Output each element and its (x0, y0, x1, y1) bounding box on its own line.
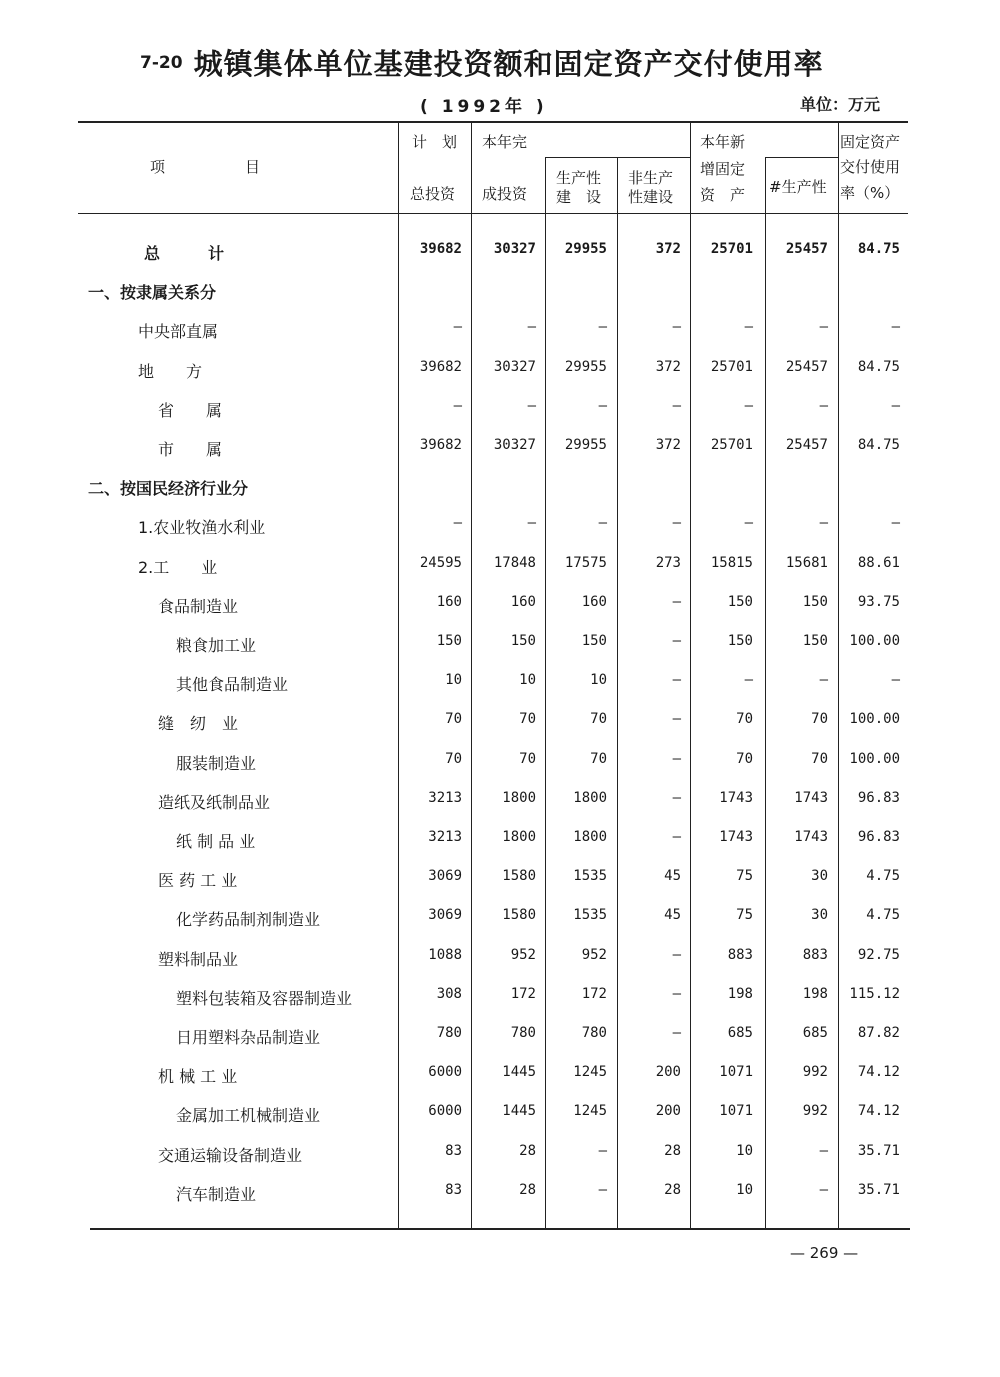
row-label: 化学药品制剂制造业 (176, 910, 321, 930)
row-cell: — (819, 1142, 828, 1159)
row-cell: 75 (736, 907, 753, 924)
table-row (78, 594, 908, 633)
row-cell: — (819, 672, 828, 689)
row-cell: 83 (445, 1181, 462, 1198)
row-cell: 28 (519, 1181, 536, 1198)
row-cell: 992 (802, 1064, 828, 1081)
row-cell: 200 (655, 1064, 681, 1081)
row-cell: 84.75 (857, 241, 900, 257)
row-label: 总 计 (144, 244, 225, 263)
table-row (78, 672, 908, 711)
row-cell: 30 (811, 907, 828, 924)
row-cell: 70 (445, 750, 462, 767)
row-label: 市 属 (158, 440, 223, 459)
row-cell: 1800 (502, 829, 536, 845)
row-cell: 88.61 (857, 554, 900, 571)
row-cell: 39682 (419, 437, 462, 453)
table-row (78, 790, 908, 829)
table-row (78, 947, 908, 986)
table-row (78, 1143, 908, 1182)
row-cell: — (672, 789, 681, 806)
row-cell: 150 (727, 633, 753, 649)
row-cell: 883 (727, 946, 753, 963)
row-cell: 200 (655, 1103, 681, 1120)
row-cell: — (744, 515, 753, 532)
row-cell: 28 (664, 1181, 681, 1198)
row-cell: 30 (811, 868, 828, 885)
row-cell: 70 (736, 711, 753, 728)
row-cell: 1743 (719, 789, 753, 806)
row-cell: 45 (664, 868, 681, 885)
row-cell: 96.83 (857, 829, 900, 845)
row-label: 金属加工机械制造业 (176, 1106, 321, 1126)
table-row (78, 280, 908, 319)
row-cell: 29955 (564, 358, 607, 375)
row-cell: 883 (802, 946, 828, 963)
row-cell: 25457 (785, 358, 828, 375)
row-cell: 4.75 (866, 907, 900, 924)
row-label: 纸 制 品 业 (176, 832, 256, 851)
row-cell: 372 (655, 241, 681, 257)
row-cell: 70 (590, 750, 607, 767)
row-cell: 3069 (428, 868, 462, 885)
row-cell: 96.83 (857, 789, 900, 806)
row-cell: 150 (802, 593, 828, 610)
row-cell: 1535 (573, 868, 607, 885)
row-cell: 150 (436, 633, 462, 649)
row-cell: 1580 (502, 907, 536, 924)
header-completed-bottom: 成投资 (482, 185, 528, 203)
table-title (140, 42, 900, 83)
row-cell: — (672, 319, 681, 336)
table-top-rule (78, 121, 908, 123)
row-cell: 74.12 (857, 1064, 900, 1081)
row-cell: 15815 (710, 554, 753, 571)
row-cell: 25457 (785, 437, 828, 453)
header-item: 项 目 (150, 158, 265, 176)
row-cell: 160 (581, 593, 607, 610)
row-label: 造纸及纸制品业 (158, 792, 271, 812)
row-cell: — (527, 515, 536, 532)
row-cell: 160 (510, 593, 536, 610)
table-row (78, 907, 908, 946)
table-row (78, 359, 908, 398)
row-cell: 952 (581, 946, 607, 963)
row-cell: 25701 (710, 437, 753, 453)
header-productive-sub: #生产性 (769, 178, 827, 196)
row-cell: 17575 (564, 554, 607, 571)
row-cell: — (744, 319, 753, 336)
row-cell: — (453, 319, 462, 336)
row-cell: — (891, 319, 900, 336)
table-row (78, 868, 908, 907)
row-cell: 70 (590, 711, 607, 728)
row-cell: — (672, 750, 681, 767)
row-cell: 10 (590, 672, 607, 689)
row-cell: 372 (655, 437, 681, 453)
row-cell: — (672, 397, 681, 414)
row-cell: 74.12 (857, 1103, 900, 1120)
row-cell: — (598, 319, 607, 336)
row-label: 交通运输设备制造业 (158, 1145, 303, 1165)
table-row (78, 986, 908, 1025)
header-plan-top: 计 划 (412, 133, 458, 151)
row-cell: 10 (519, 672, 536, 689)
row-label: 机 械 工 业 (158, 1067, 238, 1087)
table-number: 7-20 (140, 52, 183, 73)
row-cell: 685 (727, 1025, 753, 1041)
row-cell: 3069 (428, 907, 462, 924)
row-cell: 1743 (794, 829, 828, 845)
table-title-text: 城镇集体单位基建投资额和固定资产交付使用率 (193, 47, 824, 81)
row-cell: — (672, 985, 681, 1002)
row-cell: 70 (445, 711, 462, 728)
row-cell: 39682 (419, 241, 462, 257)
row-cell: 1245 (573, 1064, 607, 1081)
row-cell: 100.00 (849, 750, 900, 767)
row-cell: 1445 (502, 1064, 536, 1081)
row-cell: 160 (436, 593, 462, 610)
year-label: ( 1992年 ) (420, 97, 548, 117)
row-cell: 115.12 (849, 985, 900, 1002)
row-cell: 1071 (719, 1103, 753, 1120)
row-cell: 75 (736, 868, 753, 885)
header-completed-top: 本年完 (482, 133, 528, 151)
row-cell: — (672, 829, 681, 845)
table-row (78, 241, 908, 280)
row-cell: 1535 (573, 907, 607, 924)
row-cell: 25701 (710, 241, 753, 257)
table-row (78, 398, 908, 437)
row-cell: 4.75 (866, 868, 900, 885)
row-cell: 70 (519, 711, 536, 728)
unit-label: 单位：万元 (800, 95, 881, 114)
row-cell: 780 (510, 1025, 536, 1041)
row-cell: — (453, 515, 462, 532)
table-row (78, 555, 908, 594)
row-label: 缝 纫 业 (158, 714, 239, 734)
header-productive-top: 生产性 (556, 169, 602, 187)
row-label: 其他食品制造业 (176, 675, 289, 695)
row-cell: — (744, 672, 753, 689)
row-cell: — (453, 397, 462, 414)
header-newfixed-1: 本年新 (700, 133, 746, 151)
table-row (78, 515, 908, 554)
row-cell: 308 (436, 985, 462, 1002)
row-cell: 1743 (719, 829, 753, 845)
row-cell: — (598, 1181, 607, 1198)
row-cell: 3213 (428, 789, 462, 806)
row-label: 日用塑料杂品制造业 (176, 1028, 321, 1047)
row-cell: — (598, 515, 607, 532)
row-cell: — (672, 946, 681, 963)
table-row (78, 1025, 908, 1064)
table-bottom-rule (90, 1228, 910, 1230)
row-cell: 198 (727, 985, 753, 1002)
row-cell: 28 (664, 1142, 681, 1159)
row-cell: 29955 (564, 241, 607, 257)
row-cell: — (819, 1181, 828, 1198)
row-cell: — (672, 633, 681, 649)
header-newfixed-2: 增固定 (700, 160, 746, 178)
row-cell: — (891, 515, 900, 532)
row-cell: 100.00 (849, 711, 900, 728)
row-cell: 1800 (502, 789, 536, 806)
header-plan-bottom: 总投资 (410, 185, 456, 203)
table-row (78, 1103, 908, 1142)
header-nonproductive-top: 非生产 (628, 169, 674, 187)
table-row (78, 751, 908, 790)
row-cell: 30327 (493, 437, 536, 453)
row-cell: 25701 (710, 358, 753, 375)
row-cell: 70 (519, 750, 536, 767)
row-cell: 150 (802, 633, 828, 649)
row-label: 中央部直属 (138, 322, 219, 342)
row-cell: 92.75 (857, 946, 900, 963)
row-cell: 1800 (573, 829, 607, 845)
row-cell: 172 (581, 985, 607, 1002)
row-cell: — (819, 397, 828, 414)
row-cell: — (598, 1142, 607, 1159)
row-cell: 952 (510, 946, 536, 963)
row-cell: 1800 (573, 789, 607, 806)
row-label: 地 方 (138, 361, 203, 381)
row-label: 省 属 (158, 400, 223, 420)
row-cell: — (819, 515, 828, 532)
row-cell: 6000 (428, 1103, 462, 1120)
row-cell: — (672, 672, 681, 689)
row-cell: 84.75 (857, 358, 900, 375)
row-cell: 15681 (785, 554, 828, 571)
header-rate-2: 交付使用 (840, 158, 901, 176)
row-cell: 1088 (428, 946, 462, 963)
row-cell: 17848 (493, 554, 536, 571)
row-cell: 70 (736, 750, 753, 767)
table-row (78, 319, 908, 358)
table-row (78, 829, 908, 868)
row-cell: 1445 (502, 1103, 536, 1120)
row-label: 医 药 工 业 (158, 871, 238, 891)
row-cell: 1580 (502, 868, 536, 885)
row-cell: 992 (802, 1103, 828, 1120)
row-cell: — (819, 319, 828, 336)
row-cell: — (527, 397, 536, 414)
row-cell: 685 (802, 1025, 828, 1041)
header-newfixed-3: 资 产 (700, 186, 746, 204)
row-label: 一、按隶属关系分 (88, 283, 217, 303)
header-rate-1: 固定资产 (840, 133, 901, 151)
row-cell: 172 (510, 985, 536, 1002)
row-cell: 150 (510, 633, 536, 649)
row-cell: 273 (655, 554, 681, 571)
row-label: 1.农业牧渔水利业 (138, 518, 266, 538)
row-cell: 87.82 (857, 1025, 900, 1041)
row-cell: 780 (581, 1025, 607, 1041)
row-label: 塑料制品业 (158, 949, 239, 969)
row-cell: 372 (655, 358, 681, 375)
row-cell: — (527, 319, 536, 336)
row-cell: 39682 (419, 358, 462, 375)
row-cell: 25457 (785, 241, 828, 257)
row-label: 食品制造业 (158, 596, 239, 616)
row-cell: — (672, 593, 681, 610)
row-cell: 150 (581, 633, 607, 649)
row-cell: — (672, 515, 681, 532)
row-cell: 198 (802, 985, 828, 1002)
row-cell: 35.71 (857, 1181, 900, 1198)
row-cell: 100.00 (849, 633, 900, 649)
row-cell: 29955 (564, 437, 607, 453)
header-productive-bottom: 建 设 (556, 188, 602, 206)
row-cell: — (598, 397, 607, 414)
row-cell: 30327 (493, 358, 536, 375)
table-row (78, 633, 908, 672)
row-cell: 93.75 (857, 593, 900, 610)
table-row (78, 1182, 908, 1221)
row-label: 粮食加工业 (176, 636, 257, 655)
row-label: 汽车制造业 (176, 1184, 257, 1204)
row-cell: 6000 (428, 1064, 462, 1081)
row-cell: 150 (727, 593, 753, 610)
row-label: 服装制造业 (176, 753, 257, 773)
table-row (78, 476, 908, 515)
row-cell: — (891, 397, 900, 414)
row-cell: — (891, 672, 900, 689)
row-label: 2.工 业 (138, 557, 218, 577)
header-nonproductive-bottom: 性建设 (628, 188, 674, 206)
row-cell: 1071 (719, 1064, 753, 1081)
row-cell: 35.71 (857, 1142, 900, 1159)
row-cell: 780 (436, 1025, 462, 1041)
page-number: — 269 — (790, 1244, 859, 1262)
row-cell: — (744, 397, 753, 414)
row-cell: 10 (445, 672, 462, 689)
header-rate-3: 率（%） (840, 184, 900, 202)
row-cell: — (672, 711, 681, 728)
row-cell: 84.75 (857, 437, 900, 453)
row-cell: 3213 (428, 829, 462, 845)
header-sub-rule-2 (765, 157, 838, 158)
row-cell: 28 (519, 1142, 536, 1159)
row-cell: 1743 (794, 789, 828, 806)
table-row (78, 711, 908, 750)
table-row (78, 1064, 908, 1103)
row-cell: 83 (445, 1142, 462, 1159)
row-cell: 10 (736, 1181, 753, 1198)
header-bottom-rule (78, 213, 908, 214)
row-label: 二、按国民经济行业分 (88, 479, 249, 499)
row-cell: 70 (811, 750, 828, 767)
row-label: 塑料包装箱及容器制造业 (176, 988, 353, 1008)
row-cell: 30327 (493, 241, 536, 257)
row-cell: 70 (811, 711, 828, 728)
table-row (78, 437, 908, 476)
row-cell: 1245 (573, 1103, 607, 1120)
row-cell: — (672, 1025, 681, 1041)
row-cell: 24595 (419, 554, 462, 571)
row-cell: 45 (664, 907, 681, 924)
row-cell: 10 (736, 1142, 753, 1159)
